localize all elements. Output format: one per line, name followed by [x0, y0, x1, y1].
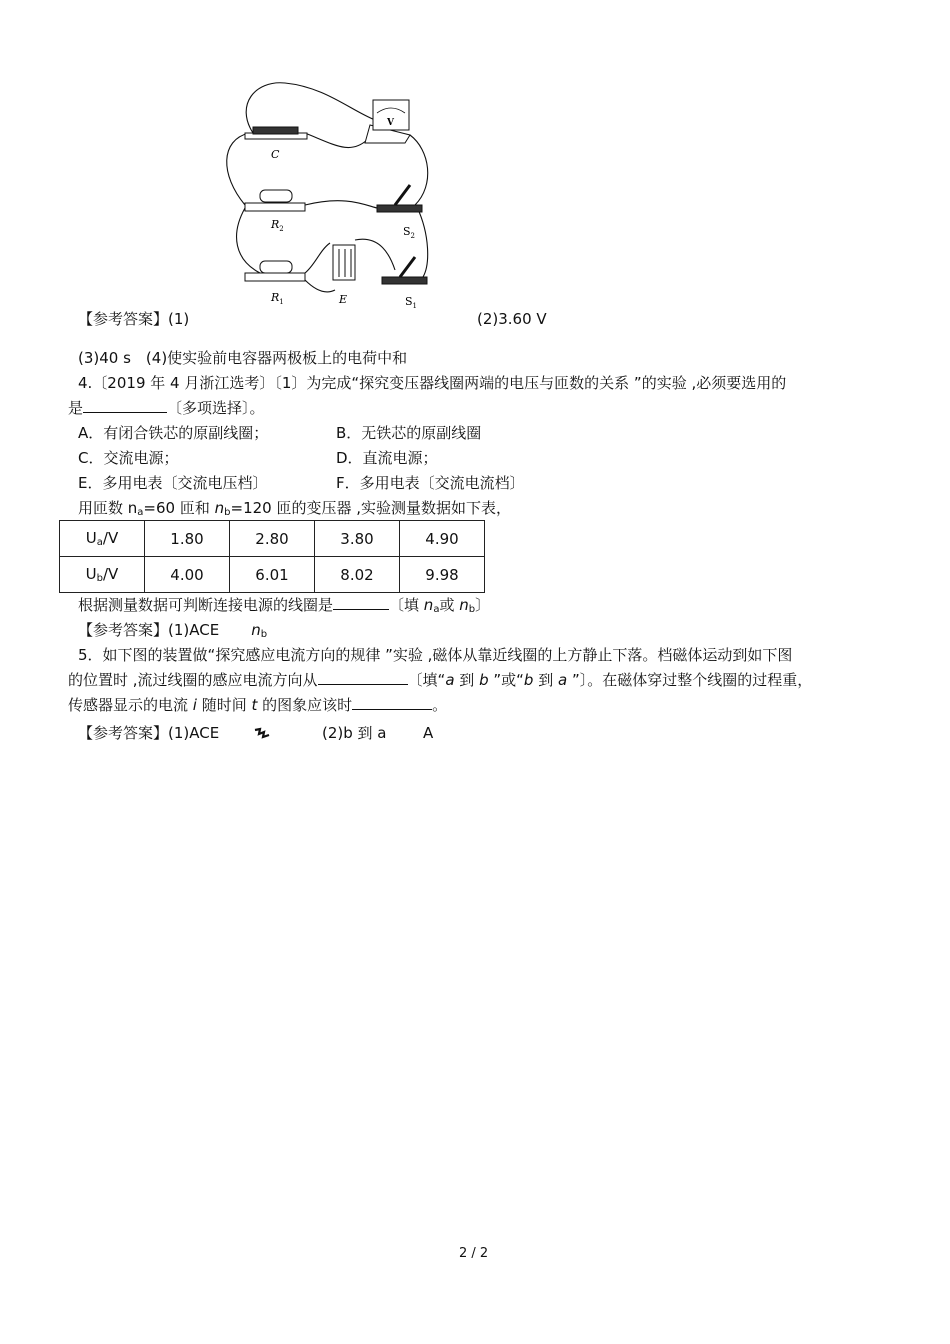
voltmeter [365, 100, 410, 143]
table-cell: 9.98 [400, 557, 485, 593]
q4-option-e: E．多用电表〔交流电压档〕 [78, 474, 268, 492]
q5-line2: 的位置时 ,流过线圈的感应电流方向从 〔填“a 到 b ”或“b 到 a ”〕。在磁体穿过整个线圈的过程重， [68, 671, 813, 689]
answer-1-part3: (3)40 s (4)使实验前电容器两极板上的电荷中和 [78, 349, 408, 367]
q4-turns-line: 用匝数 $n_a=60$ 匝和 $n_b=120$ 匝的变压器 ,实验测量数据如下表， [78, 499, 512, 518]
q5-line3: 传感器显示的电流 i 随时间 t 的图象应该时 。 [68, 696, 448, 714]
table-row-head: $U_b/V$ [60, 557, 145, 593]
q4-option-f: F．多用电表〔交流电流档〕 [336, 474, 525, 492]
table-cell: 8.02 [315, 557, 400, 593]
label-s1: $S_1$ [405, 295, 418, 310]
q4-option-b: B．无铁芯的原副线圈 [336, 424, 482, 442]
q4-option-d: D．直流电源； [336, 449, 438, 467]
resistor-r2 [245, 190, 305, 233]
table-cell: 6.01 [230, 557, 315, 593]
label-r2: $R_2$ [271, 218, 284, 233]
q5-answer: 【参考答案】(1)ACE [78, 724, 220, 742]
table-cell: 1.80 [145, 521, 230, 557]
table-row-head: $U_a/V$ [60, 521, 145, 557]
label-v: V [387, 118, 394, 128]
q4-judge-line: 根据测量数据可判断连接电源的线圈是 〔填 $n_a$或 $n_b$〕 [78, 596, 491, 615]
table-row [60, 521, 485, 557]
q4-stem-line1: 4.〔2019 年 4 月浙江选考〕〔1〕为完成“探究变压器线圈两端的电压与匝数的关系 ”的实验 ,必须要选用的 [78, 374, 787, 392]
q5-line1: 5．如下图的装置做“探究感应电流方向的规律 ”实验 ,磁体从靠近线圈的上方静止下落。档磁体运动到如下图 [78, 646, 793, 664]
q4-data-table [59, 520, 485, 593]
q4-option-c: C．交流电源； [78, 449, 179, 467]
switch-s1 [382, 257, 427, 310]
label-r1: $R_1$ [271, 291, 284, 306]
battery-e [333, 245, 355, 306]
table-row [60, 557, 485, 593]
label-c: C [271, 148, 280, 161]
q5-answer-part3: A [423, 724, 434, 742]
q4-option-a: A．有闭合铁芯的原副线圈； [78, 424, 269, 442]
q4-blank-2 [333, 595, 389, 610]
q5-blank-2 [352, 695, 432, 710]
page-number: 2 / 2 [459, 1246, 489, 1261]
switch-s2 [377, 185, 422, 240]
capacitor-c [245, 127, 307, 161]
answer-1-part2: (2)3.60 V [477, 310, 547, 328]
label-s2: $S_2$ [403, 225, 416, 240]
table-cell: 4.90 [400, 521, 485, 557]
table-cell: 2.80 [230, 521, 315, 557]
q4-blank-1 [83, 398, 167, 413]
circuit-diagram [205, 65, 445, 315]
q4-answer: 【参考答案】(1)ACE $n_b$ [78, 621, 268, 640]
label-e: E [339, 293, 348, 306]
smudge-mark-icon [254, 727, 272, 739]
q5-answer-part2: (2)b 到 a [322, 724, 387, 742]
table-cell: 3.80 [315, 521, 400, 557]
resistor-r1 [245, 261, 305, 306]
table-cell: 4.00 [145, 557, 230, 593]
answer-1-part1: 【参考答案】(1) [78, 310, 190, 328]
q5-blank-1 [318, 670, 408, 685]
q4-stem-line2: 是 〔多项选择〕。 [68, 399, 265, 417]
